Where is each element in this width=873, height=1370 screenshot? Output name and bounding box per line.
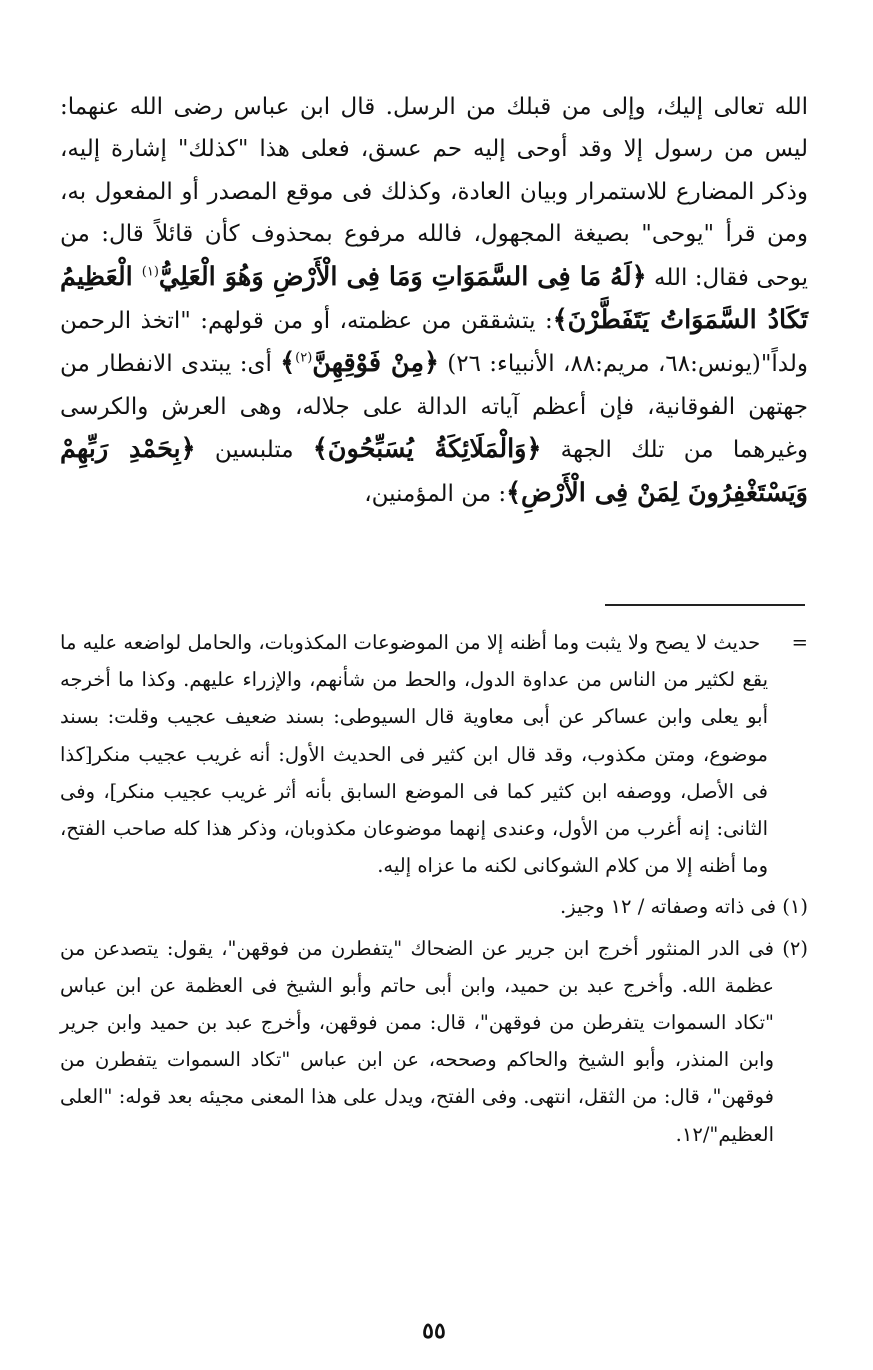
footnote-2: (٢) فى الدر المنثور أخرج ابن جرير عن الضحاك "يتفطرن من فوقهن"، يقول: يتصدعن من عظمة الله. وأخرج عبد بن حميد، وابن أبى حاتم وأبو الشيخ فى العظمة عن ابن عباس "تكاد السموات يتفرطن من فوقهن"، قال: ممن فوقهن، وأخرج عبد بن حميد وابن جرير وابن المنذر، وأبو الشيخ والحاكم وصححه، عن ابن عباس "تكاد السموات يتفطرن من فوقهن"، قال: من الثقل، انتهى. وفى الفتح، ويدل على هذا المعنى مجيئه بعد قوله: "العلى العظيم"/١٢. <box>60 936 808 1146</box>
main-text-part-5: : من المؤمنين، <box>364 480 507 507</box>
quran-verse-1: ﴿لَهُ مَا فِى السَّمَوَاتِ وَمَا فِى الْأَرْضِ وَهُوَ الْعَلِيُّ$^{(١)}$ الْعَظِيمُ تَكَادُ السَّمَوَاتُ يَتَفَطَّرْنَ﴾ <box>60 261 809 336</box>
footnote-separator <box>605 604 805 606</box>
quran-verse-2: ﴿مِنْ فَوْقِهِنَّ$^{(٢)}$﴾ <box>280 348 439 379</box>
continuation-text: حديث لا يصح ولا يثبت وما أظنه إلا من الموضوعات المكذوبات، والحامل لواضعه عليه ما يقع لكثير من الناس من عداوة الدول، والحط من شأنهم، والإزراء عليهم. وكذا ما أخرجه أبو يعلى وابن عساكر عن أبى معاوية قال السيوطى: بسند ضعيف عجيب وقلت: بسند موضوع، ومتن مكذوب، وقد قال ابن كثير فى الحديث الأول: أنه غريب عجيب منكر[كذا فى الأصل، ووصفه ابن كثير كما فى الموضع السابق بأنه أثر غريب عجيب منكر]، وفى الثانى: إنه أغرب من الأول، وعندى إنهما موضوعان مكذوبان، وذكر هذا كله صاحب الفتح، وما أظنه إلا من كلام الشوكانى لكنه ما عزاه إليه. <box>60 631 769 878</box>
main-text-part-3: أى: يبتدى الانفطار من جهتهن الفوقانية، فإن أعظم آياته الدالة على جلاله، وهى العرش والكرسى وغيرهما من تلك الجهة <box>60 351 809 464</box>
main-text-part-4: متلبسين <box>195 437 313 464</box>
main-text-part-1: الله تعالى إليك، وإلى من قبلك من الرسل. قال ابن عباس رضى الله عنهما: ليس من رسول إلا وقد أوحى إليه حم عسق، فعلى هذا "كذلك" إشارة إليه، وذكر المضارع للاستمرار وبيان العادة، وكذلك فى موقع المصدر أو المفعول به، ومن قرأ "يوحى" بصيغة المجهول، فالله مرفوع بمحذوف كأن قائلاً قال: من يوحى فقال: الله <box>60 94 808 291</box>
footnote-ref-1: (١) <box>141 264 159 280</box>
footnote-ref-2: (٢) <box>295 350 313 366</box>
footnote-continuation <box>60 624 808 884</box>
footnote-1: (١) فى ذاته وصفاته / ١٢ وجيز. <box>560 895 808 919</box>
quran-verse-4: ﴿بِحَمْدِ رَبِّهِمْ وَيَسْتَغْفِرُونَ لِمَنْ فِى الْأَرْضِ﴾ <box>60 434 808 508</box>
main-text <box>60 86 808 515</box>
footnotes <box>60 624 808 1153</box>
continuation-marker: = <box>791 631 809 654</box>
document-page <box>60 86 809 1344</box>
main-text-part-2: : يتشققن من عظمته، أو من قولهم: "اتخذ الرحمن ولداً"(يونس:٦٨، مريم:٨٨، الأنبياء: ٢٦) <box>60 308 808 378</box>
page-number: ٥٥ <box>422 1318 446 1344</box>
quran-verse-3: ﴿وَالْمَلَائِكَةُ يُسَبِّحُونَ﴾ <box>312 434 542 465</box>
